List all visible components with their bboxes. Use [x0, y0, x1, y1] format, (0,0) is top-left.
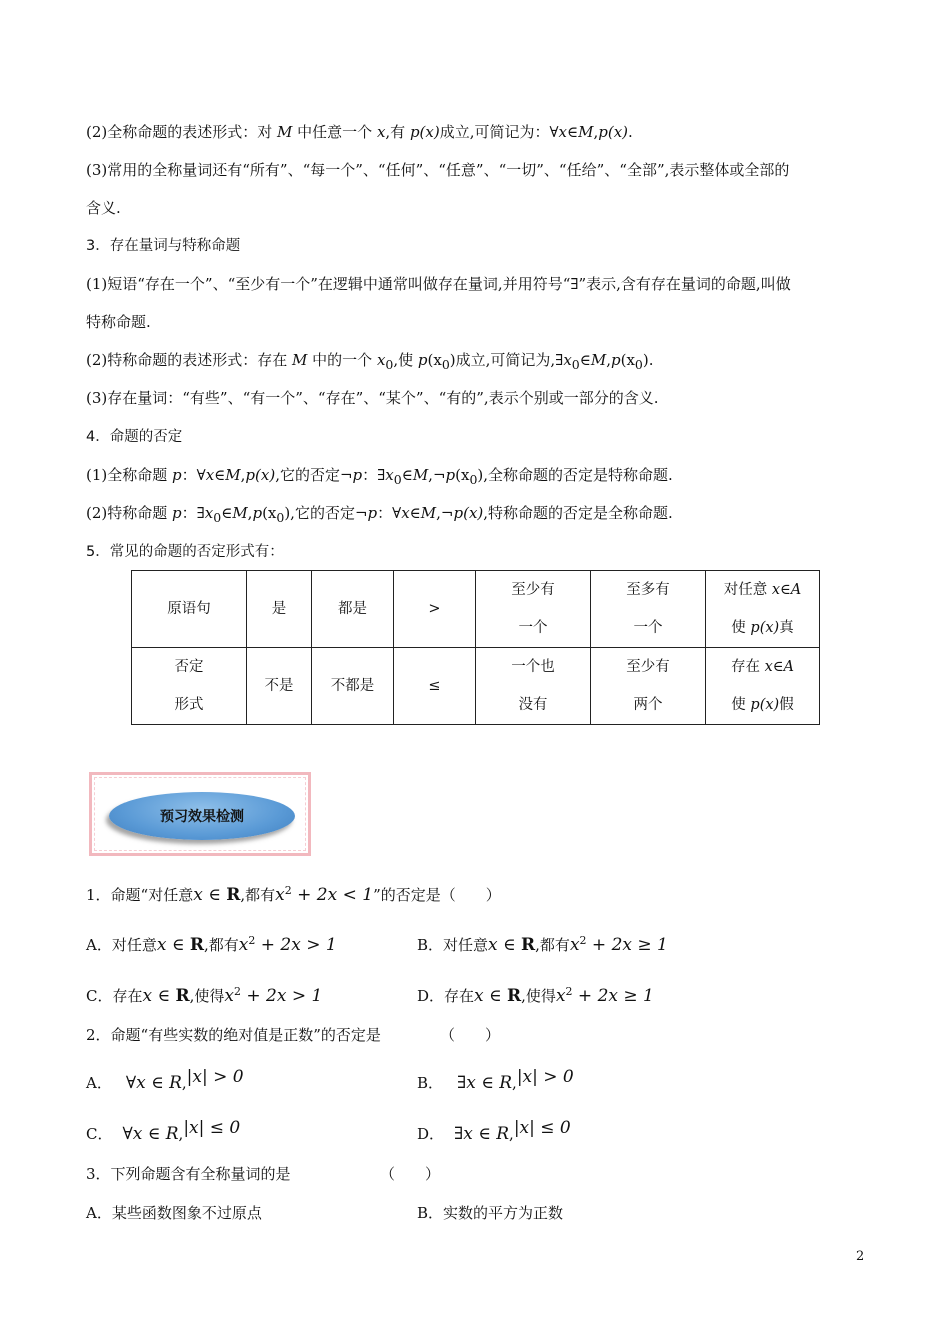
universal-negation-line: (1)全称命题 p：∀x∈M,p(x),它的否定¬p：$\exists x_0\in M,\neg p(x_0)$,全称命题的否定是特称命题.: [86, 466, 673, 487]
preview-check-badge: 预习效果检测: [109, 792, 295, 840]
existential-quantifiers-line: (3)存在量词：“有些”、“有一个”、“存在”、“某个”、“有的”,表示个别或一部分的含义.: [86, 389, 659, 407]
table-cell: 是: [247, 571, 312, 648]
table-cell: 至多有 一个: [591, 571, 706, 648]
table-cell: 存在 x∈A 使 p(x)假: [706, 648, 820, 725]
question-2-option-a[interactable]: A． ∀x ∈ R,|x| > 0: [86, 1067, 244, 1093]
universal-quantifiers-line-cont: 含义.: [86, 199, 121, 217]
existential-negation-line: (2)特称命题 p：$\exists x_0\in M,p(x_0)$,它的否定¬p：∀x∈M,¬p(x),特称命题的否定是全称命题.: [86, 504, 673, 525]
question-1-stem: 1．命题“对任意x ∈ R,都有$x^2 + 2x < 1$”的否定是（ ）: [86, 884, 501, 905]
question-1-option-c[interactable]: C．存在x ∈ R,使得$x^2 + 2x > 1$: [86, 985, 323, 1006]
section-3-heading: 3．存在量词与特称命题: [86, 238, 241, 254]
universal-quantifiers-line: (3)常用的全称量词还有“所有”、“每一个”、“任何”、“任意”、“一切”、“任给”、“全部”,表示整体或全部的: [86, 161, 790, 179]
existential-definition-line-cont: 特称命题.: [86, 313, 151, 331]
table-cell: 原语句: [132, 571, 247, 648]
existential-definition-line: (1)短语“存在一个”、“至少有一个”在逻辑中通常叫做存在量词,并用符号“∃”表示,含有存在量词的命题,叫做: [86, 275, 791, 293]
preview-check-banner: [89, 772, 311, 856]
table-cell: >: [394, 571, 476, 648]
universal-form-line: (2)全称命题的表述形式：对 M 中任意一个 x,有 p(x)成立,可简记为：∀x∈M,p(x).: [86, 123, 633, 141]
table-cell: 至少有 一个: [476, 571, 591, 648]
question-2-option-d[interactable]: D． ∃x ∈ R,|x| ≤ 0: [417, 1118, 571, 1144]
question-2-answer-paren: （ ）: [440, 1026, 501, 1044]
question-3-option-a[interactable]: A．某些函数图象不过原点: [86, 1204, 262, 1222]
page-number: 2: [856, 1249, 865, 1264]
table-row: [132, 571, 820, 648]
table-cell: 对任意 x∈A 使 p(x)真: [706, 571, 820, 648]
question-2-stem: 2．命题“有些实数的绝对值是正数”的否定是: [86, 1026, 381, 1044]
question-2-option-b[interactable]: B． ∃x ∈ R,|x| > 0: [417, 1067, 574, 1093]
question-1-option-a[interactable]: A．对任意x ∈ R,都有$x^2 + 2x > 1$: [86, 934, 337, 955]
question-3-option-b[interactable]: B．实数的平方为正数: [417, 1204, 564, 1222]
question-1-option-d[interactable]: D．存在x ∈ R,使得$x^2 + 2x \ge 1$: [417, 985, 654, 1006]
table-cell: 不都是: [312, 648, 394, 725]
table-cell: 否定 形式: [132, 648, 247, 725]
table-cell: ≤: [394, 648, 476, 725]
existential-form-line: (2)特称命题的表述形式：存在 M 中的一个 $x_0$,使 $p(x_0)$成立,可简记为$,\exists x_0\in M,p(x_0)$.: [86, 351, 654, 372]
question-1-option-b[interactable]: B．对任意x ∈ R,都有$x^2 + 2x \ge 1$: [417, 934, 668, 955]
section-4-heading: 4．命题的否定: [86, 429, 183, 445]
table-cell: 都是: [312, 571, 394, 648]
question-2-option-c[interactable]: C． ∀x ∈ R,|x| ≤ 0: [86, 1118, 241, 1144]
table-row: [132, 648, 820, 725]
table-cell: 一个也 没有: [476, 648, 591, 725]
table-cell: 不是: [247, 648, 312, 725]
negation-table: [131, 570, 820, 725]
section-5-heading: 5．常见的命题的否定形式有：: [86, 544, 284, 560]
table-cell: 至少有 两个: [591, 648, 706, 725]
question-3-answer-paren: （ ）: [380, 1165, 441, 1183]
question-3-stem: 3．下列命题含有全称量词的是: [86, 1165, 291, 1183]
